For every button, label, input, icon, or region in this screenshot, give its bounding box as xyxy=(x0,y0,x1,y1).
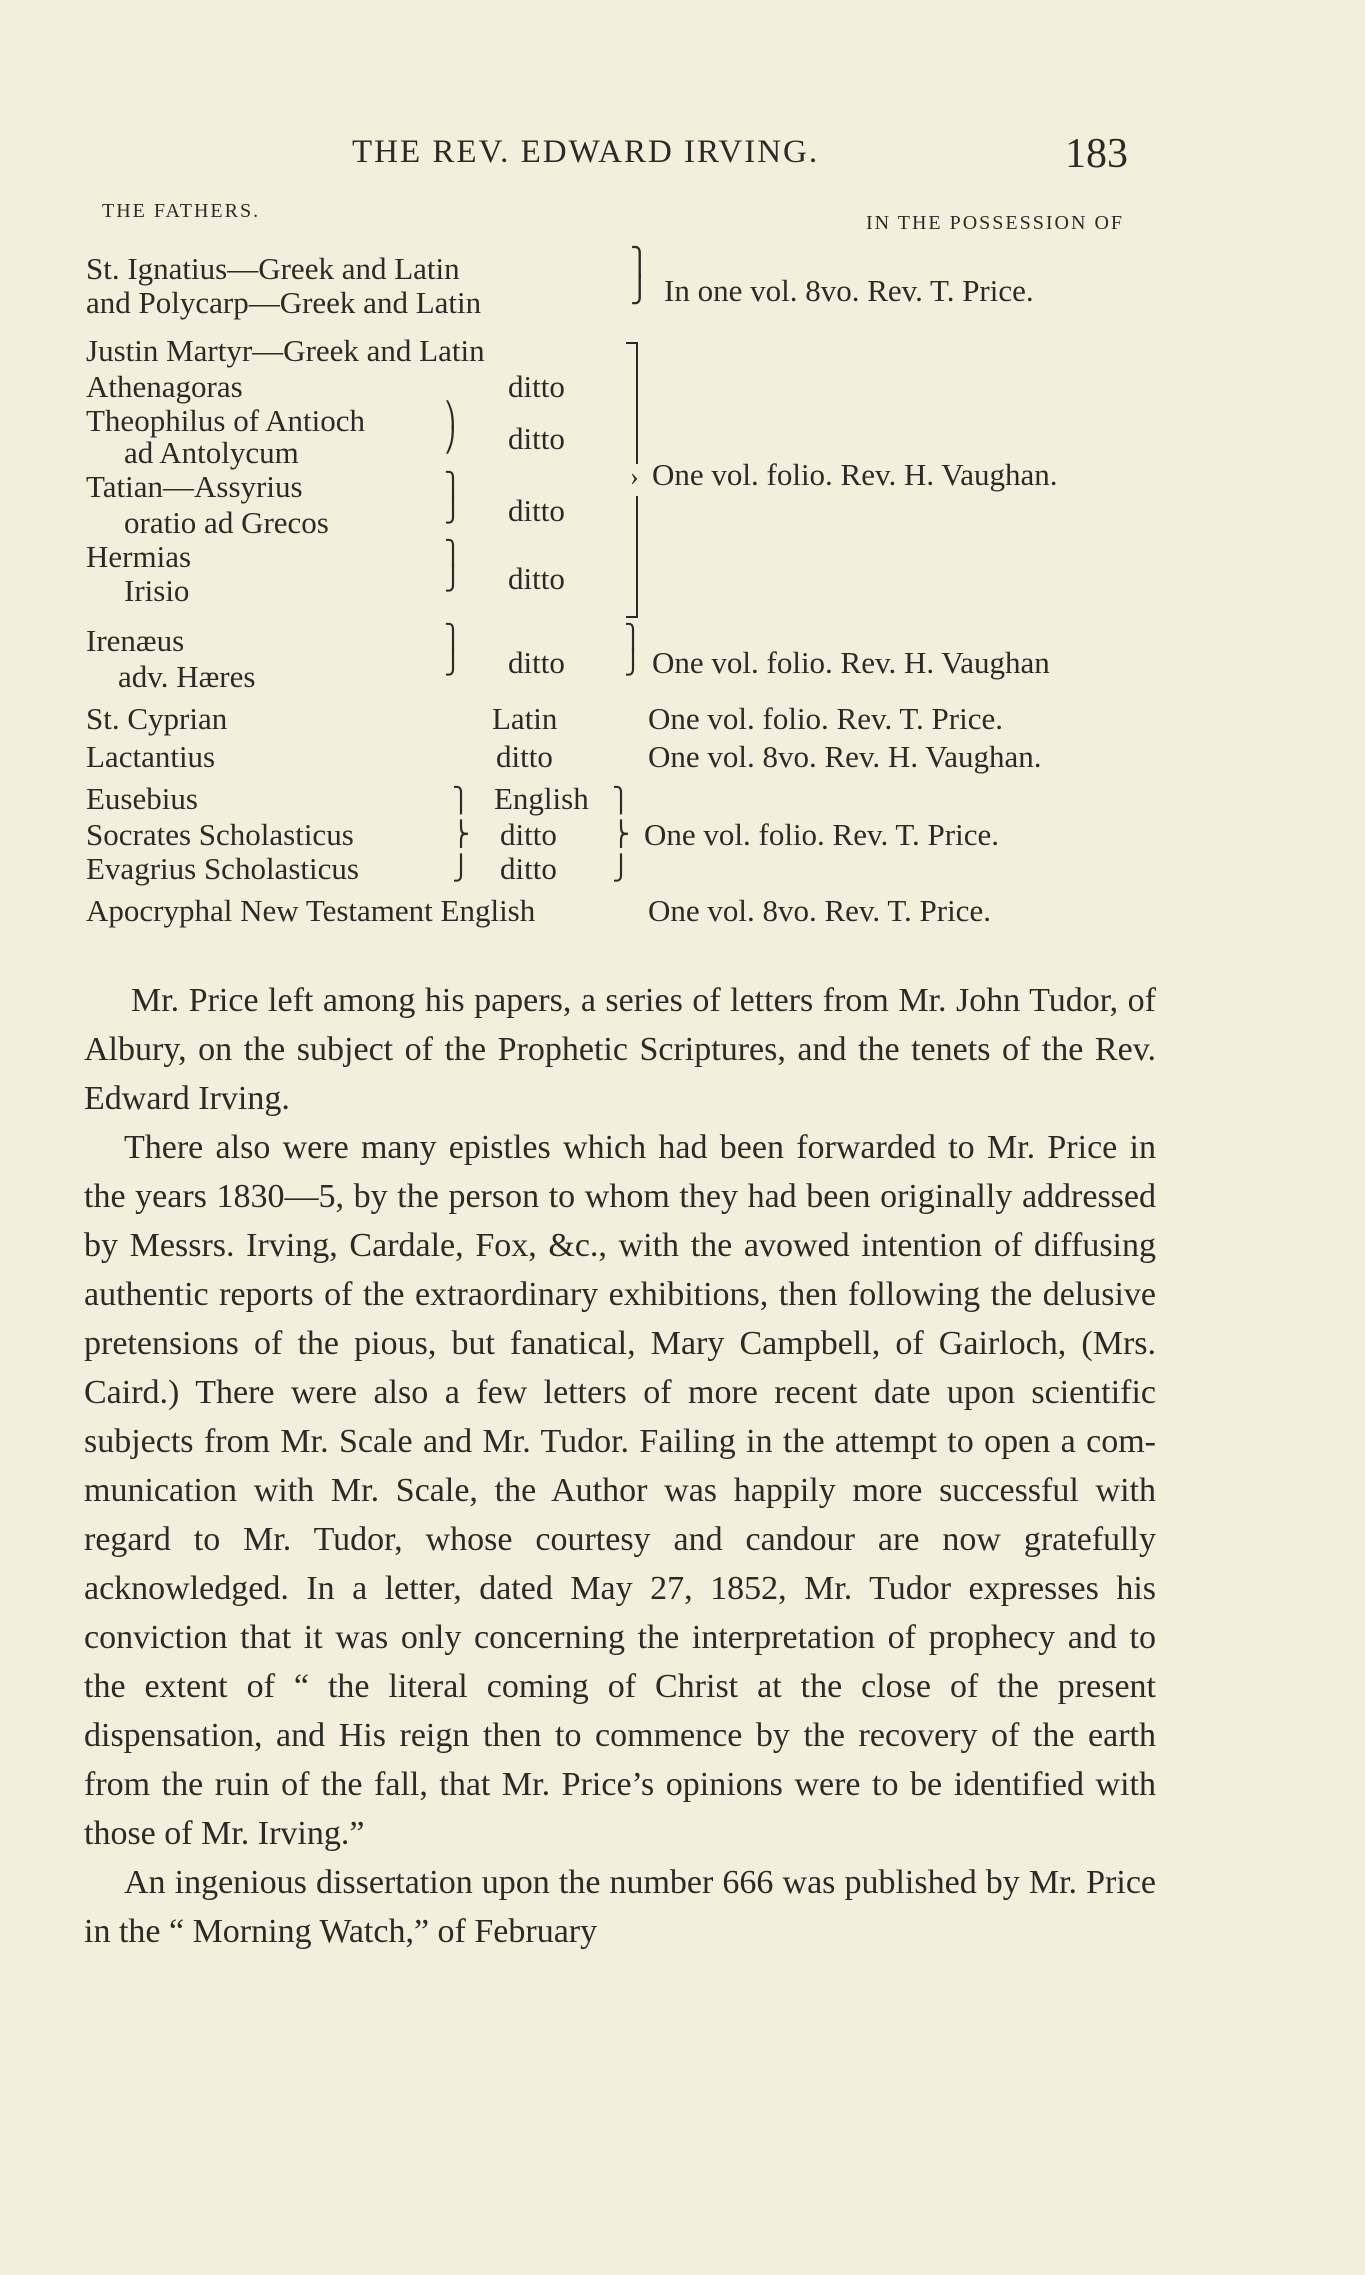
language-cell: ditto xyxy=(508,421,565,456)
table-row: Socrates Scholasticus xyxy=(86,817,354,852)
table-row: Eusebius xyxy=(86,781,198,816)
table-row: and Polycarp—Greek and Latin xyxy=(86,285,482,320)
table-row: Irisio xyxy=(124,573,190,608)
table-row: Athenagoras xyxy=(86,369,243,404)
table-row: Theophilus of Antioch xyxy=(86,403,365,438)
possession-cell: One vol. folio. Rev. T. Price. xyxy=(648,701,1004,736)
language-cell: ditto xyxy=(496,739,553,774)
language-cell: ditto xyxy=(500,817,557,852)
language-cell: ditto xyxy=(500,851,557,886)
table-row: St. Cyprian xyxy=(86,701,228,736)
table-row: Hermias xyxy=(86,539,192,574)
language-cell: English xyxy=(494,781,589,816)
body-text xyxy=(84,976,1156,1956)
language-cell: ditto xyxy=(508,645,565,680)
possession-cell: One vol. 8vo. Rev. H. Vaughan. xyxy=(648,739,1042,774)
table-row: St. Ignatius—Greek and Latin xyxy=(86,251,460,286)
possession-cell: One vol. folio. Rev. H. Vaughan. xyxy=(652,457,1058,492)
brace-glyph: ⎫ ⎭ xyxy=(630,247,650,304)
bracket-bottom xyxy=(626,616,636,618)
brace-glyph: ⎫ ⎭ xyxy=(444,625,462,676)
running-title: THE REV. EDWARD IRVING. xyxy=(352,134,820,170)
table-row: Apocryphal New Testament English xyxy=(86,893,536,928)
table-row: Lactantius xyxy=(86,739,216,774)
table-row: Tatian—Assyrius xyxy=(86,469,303,504)
paragraph: An ingenious dissertation upon the number 666 was published by Mr. Price in the “ Morning Watch,” of February xyxy=(84,1864,1156,1950)
table-row: Evagrius Scholasticus xyxy=(86,851,359,886)
bracket-point: › xyxy=(630,462,639,491)
language-cell: ditto xyxy=(508,561,565,596)
brace-glyph: ⎫ ⎭ xyxy=(444,541,462,592)
language-cell: ditto xyxy=(508,493,565,528)
column-heading-possession: IN THE POSSESSION OF xyxy=(866,212,1125,234)
bracket-line xyxy=(636,496,638,618)
brace-glyph: ⎫ ⎬ ⎭ xyxy=(612,788,630,882)
table-row: Irenæus xyxy=(86,623,185,658)
brace-glyph: ⎞ ⎠ xyxy=(444,403,456,454)
running-head xyxy=(0,130,1365,180)
page-number: 183 xyxy=(1065,131,1128,177)
paragraph: There also were many epistles which had been forwarded to Mr. Price in the years 1830—5, by the person to whom they had been originally addressed by Messrs. Irving, Cardale, Fox, &c., with the avowed intention of diffusing authentic reports of the extraordinary exhibitions, then following the delusive pretensions of the pious, but fanatical, Mary Campbell, of Gairloch, (Mrs. Caird.) There were also a few letters of more recent date upon scientific subjects from Mr. Scale and Mr. Tudor. Failing in the attempt to open a communication with Mr. Scale, the Author was happily more successful with regard to Mr. Tudor, whose courtesy and candour are now gratefully acknowledged. In a letter, dated May 27, 1852, Mr. Tudor expresses his conviction that it was only concerning the interpretation of prophecy and to the extent of “ the literal coming of Christ at the close of the present dispensation, and His reign then to commence by the recovery of the earth from the ruin of the fall, that Mr. Price’s opinions were to be identified with those of Mr. Irving.” xyxy=(84,1129,1156,1852)
brace-glyph: ⎫ ⎬ ⎭ xyxy=(452,788,470,882)
table-row: ad Antolycum xyxy=(124,435,299,470)
bracket-line xyxy=(636,342,638,464)
table-row: adv. Hæres xyxy=(118,659,256,694)
bracket-top xyxy=(626,342,636,344)
language-cell: ditto xyxy=(508,369,565,404)
possession-cell: One vol. 8vo. Rev. T. Price. xyxy=(648,893,991,928)
column-heading-fathers: THE FATHERS. xyxy=(102,200,261,222)
paragraph: Mr. Price left among his papers, a series of letters from Mr. John Tudor, of Albury, on the subject of the Prophetic Scriptures, and the tenets of the Rev. Edward Irving. xyxy=(84,982,1156,1117)
possession-cell: In one vol. 8vo. Rev. T. Price. xyxy=(664,273,1034,308)
brace-glyph: ⎫ ⎭ xyxy=(444,473,462,524)
possession-cell: One vol. folio. Rev. H. Vaughan xyxy=(652,645,1050,680)
brace-glyph: ⎫ ⎭ xyxy=(624,625,642,676)
language-cell: Latin xyxy=(492,701,558,736)
possession-cell: One vol. folio. Rev. T. Price. xyxy=(644,817,1000,852)
table-row: Justin Martyr—Greek and Latin xyxy=(86,333,485,368)
table-row: oratio ad Grecos xyxy=(124,505,329,540)
